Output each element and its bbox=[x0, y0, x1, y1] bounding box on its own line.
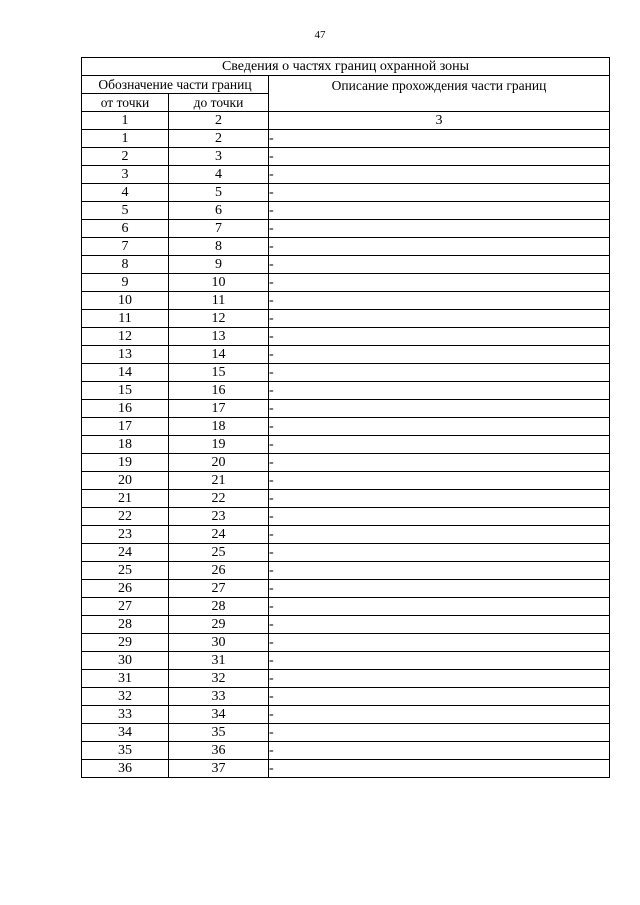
from-point-cell: 15 bbox=[82, 382, 169, 400]
from-point-cell: 32 bbox=[82, 688, 169, 706]
table-row bbox=[82, 364, 610, 382]
table-row bbox=[82, 220, 610, 238]
from-point-cell: 20 bbox=[82, 472, 169, 490]
description-cell: - bbox=[269, 436, 610, 454]
description-cell: - bbox=[269, 490, 610, 508]
description-cell: - bbox=[269, 346, 610, 364]
boundary-parts-table bbox=[81, 57, 610, 778]
description-cell: - bbox=[269, 544, 610, 562]
column-number-3: 3 bbox=[269, 112, 610, 130]
description-cell: - bbox=[269, 274, 610, 292]
from-point-cell: 35 bbox=[82, 742, 169, 760]
from-point-cell: 8 bbox=[82, 256, 169, 274]
description-cell: - bbox=[269, 238, 610, 256]
description-cell: - bbox=[269, 382, 610, 400]
from-point-cell: 17 bbox=[82, 418, 169, 436]
from-point-cell: 14 bbox=[82, 364, 169, 382]
description-cell: - bbox=[269, 652, 610, 670]
description-cell: - bbox=[269, 148, 610, 166]
description-cell: - bbox=[269, 454, 610, 472]
description-cell: - bbox=[269, 292, 610, 310]
to-point-cell: 28 bbox=[169, 598, 269, 616]
table-row bbox=[82, 238, 610, 256]
from-point-cell: 27 bbox=[82, 598, 169, 616]
to-point-cell: 37 bbox=[169, 760, 269, 778]
to-point-cell: 10 bbox=[169, 274, 269, 292]
table-row bbox=[82, 526, 610, 544]
table-row bbox=[82, 382, 610, 400]
description-cell: - bbox=[269, 220, 610, 238]
description-cell: - bbox=[269, 760, 610, 778]
from-point-cell: 5 bbox=[82, 202, 169, 220]
description-cell: - bbox=[269, 256, 610, 274]
to-point-cell: 3 bbox=[169, 148, 269, 166]
description-cell: - bbox=[269, 598, 610, 616]
to-point-cell: 17 bbox=[169, 400, 269, 418]
table-row bbox=[82, 274, 610, 292]
column-number-1: 1 bbox=[82, 112, 169, 130]
table-row bbox=[82, 256, 610, 274]
description-cell: - bbox=[269, 526, 610, 544]
table-row bbox=[82, 508, 610, 526]
to-point-cell: 32 bbox=[169, 670, 269, 688]
to-point-cell: 31 bbox=[169, 652, 269, 670]
from-point-cell: 23 bbox=[82, 526, 169, 544]
description-cell: - bbox=[269, 310, 610, 328]
from-point-cell: 1 bbox=[82, 130, 169, 148]
to-point-cell: 29 bbox=[169, 616, 269, 634]
to-point-cell: 26 bbox=[169, 562, 269, 580]
from-point-cell: 29 bbox=[82, 634, 169, 652]
to-point-cell: 5 bbox=[169, 184, 269, 202]
table-title: Сведения о частях границ охранной зоны bbox=[82, 58, 610, 76]
to-point-cell: 19 bbox=[169, 436, 269, 454]
description-cell: - bbox=[269, 364, 610, 382]
to-point-cell: 4 bbox=[169, 166, 269, 184]
table-row bbox=[82, 130, 610, 148]
to-point-cell: 2 bbox=[169, 130, 269, 148]
description-cell: - bbox=[269, 616, 610, 634]
table-row bbox=[82, 760, 610, 778]
page-number: 47 bbox=[314, 29, 326, 41]
to-point-cell: 27 bbox=[169, 580, 269, 598]
header-row-1 bbox=[82, 76, 610, 94]
table-row bbox=[82, 148, 610, 166]
table-row bbox=[82, 688, 610, 706]
from-point-cell: 25 bbox=[82, 562, 169, 580]
table-row bbox=[82, 184, 610, 202]
description-cell: - bbox=[269, 706, 610, 724]
table-row bbox=[82, 652, 610, 670]
to-point-cell: 18 bbox=[169, 418, 269, 436]
description-cell: - bbox=[269, 184, 610, 202]
from-point-cell: 16 bbox=[82, 400, 169, 418]
table-row bbox=[82, 616, 610, 634]
to-point-cell: 7 bbox=[169, 220, 269, 238]
from-point-cell: 12 bbox=[82, 328, 169, 346]
table-row bbox=[82, 670, 610, 688]
table-row bbox=[82, 400, 610, 418]
table-row bbox=[82, 328, 610, 346]
table-row bbox=[82, 598, 610, 616]
table-row bbox=[82, 742, 610, 760]
to-point-cell: 23 bbox=[169, 508, 269, 526]
table-row bbox=[82, 454, 610, 472]
table-row bbox=[82, 562, 610, 580]
to-point-cell: 24 bbox=[169, 526, 269, 544]
to-point-cell: 11 bbox=[169, 292, 269, 310]
table-row bbox=[82, 436, 610, 454]
table-row bbox=[82, 544, 610, 562]
from-point-cell: 2 bbox=[82, 148, 169, 166]
from-point-cell: 21 bbox=[82, 490, 169, 508]
table-body bbox=[82, 58, 610, 778]
table-row bbox=[82, 418, 610, 436]
to-point-cell: 8 bbox=[169, 238, 269, 256]
to-point-cell: 21 bbox=[169, 472, 269, 490]
to-point-cell: 14 bbox=[169, 346, 269, 364]
description-cell: - bbox=[269, 472, 610, 490]
description-cell: - bbox=[269, 688, 610, 706]
from-point-cell: 22 bbox=[82, 508, 169, 526]
description-cell: - bbox=[269, 508, 610, 526]
description-cell: - bbox=[269, 130, 610, 148]
to-point-cell: 6 bbox=[169, 202, 269, 220]
from-point-cell: 11 bbox=[82, 310, 169, 328]
description-cell: - bbox=[269, 328, 610, 346]
table-row bbox=[82, 310, 610, 328]
from-point-cell: 19 bbox=[82, 454, 169, 472]
to-point-cell: 22 bbox=[169, 490, 269, 508]
from-point-cell: 10 bbox=[82, 292, 169, 310]
from-point-cell: 9 bbox=[82, 274, 169, 292]
description-cell: - bbox=[269, 400, 610, 418]
to-point-cell: 9 bbox=[169, 256, 269, 274]
from-point-cell: 7 bbox=[82, 238, 169, 256]
from-point-cell: 31 bbox=[82, 670, 169, 688]
from-point-cell: 3 bbox=[82, 166, 169, 184]
description-cell: - bbox=[269, 580, 610, 598]
to-point-cell: 15 bbox=[169, 364, 269, 382]
to-point-cell: 13 bbox=[169, 328, 269, 346]
from-point-cell: 36 bbox=[82, 760, 169, 778]
table-row bbox=[82, 166, 610, 184]
header-description-label: Описание прохождения части границ bbox=[269, 76, 610, 112]
table-row bbox=[82, 634, 610, 652]
to-point-cell: 36 bbox=[169, 742, 269, 760]
table-row bbox=[82, 202, 610, 220]
description-cell: - bbox=[269, 418, 610, 436]
to-point-cell: 25 bbox=[169, 544, 269, 562]
from-point-cell: 28 bbox=[82, 616, 169, 634]
description-cell: - bbox=[269, 202, 610, 220]
description-cell: - bbox=[269, 742, 610, 760]
to-point-cell: 35 bbox=[169, 724, 269, 742]
header-group-label: Обозначение части границ bbox=[82, 76, 269, 94]
from-point-cell: 24 bbox=[82, 544, 169, 562]
from-point-cell: 18 bbox=[82, 436, 169, 454]
table-row bbox=[82, 706, 610, 724]
table-row bbox=[82, 346, 610, 364]
to-point-cell: 33 bbox=[169, 688, 269, 706]
from-point-cell: 13 bbox=[82, 346, 169, 364]
description-cell: - bbox=[269, 670, 610, 688]
table-row bbox=[82, 724, 610, 742]
to-point-cell: 30 bbox=[169, 634, 269, 652]
to-point-cell: 34 bbox=[169, 706, 269, 724]
to-point-cell: 20 bbox=[169, 454, 269, 472]
from-point-cell: 4 bbox=[82, 184, 169, 202]
to-point-cell: 12 bbox=[169, 310, 269, 328]
header-to-label: до точки bbox=[169, 94, 269, 112]
from-point-cell: 33 bbox=[82, 706, 169, 724]
from-point-cell: 34 bbox=[82, 724, 169, 742]
title-row bbox=[82, 58, 610, 76]
from-point-cell: 26 bbox=[82, 580, 169, 598]
description-cell: - bbox=[269, 166, 610, 184]
description-cell: - bbox=[269, 562, 610, 580]
to-point-cell: 16 bbox=[169, 382, 269, 400]
table-row bbox=[82, 490, 610, 508]
column-number-row bbox=[82, 112, 610, 130]
table-row bbox=[82, 292, 610, 310]
from-point-cell: 6 bbox=[82, 220, 169, 238]
table-row bbox=[82, 580, 610, 598]
description-cell: - bbox=[269, 634, 610, 652]
from-point-cell: 30 bbox=[82, 652, 169, 670]
column-number-2: 2 bbox=[169, 112, 269, 130]
header-from-label: от точки bbox=[82, 94, 169, 112]
table-row bbox=[82, 472, 610, 490]
description-cell: - bbox=[269, 724, 610, 742]
